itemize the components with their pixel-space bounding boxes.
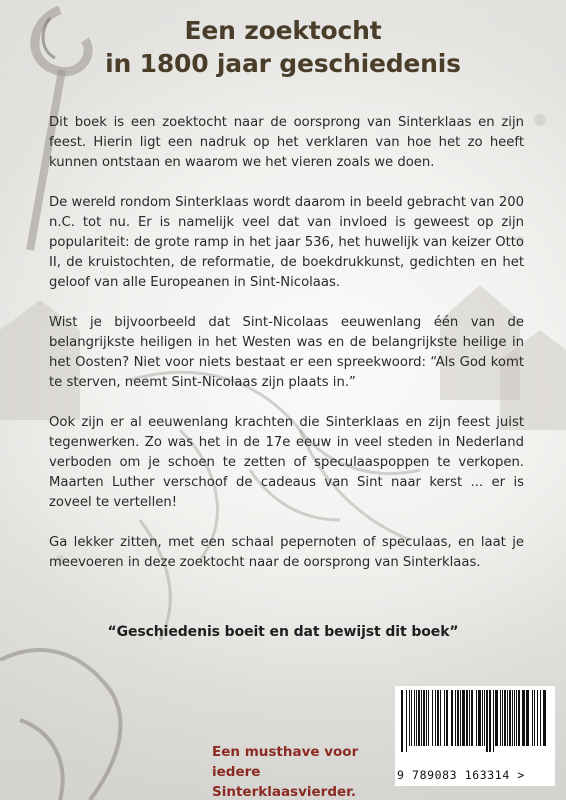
barcode-bar [502,690,503,746]
cover-title [0,14,566,80]
barcode-bar [534,690,535,746]
barcode-bar [522,690,525,746]
paragraph: Wist je bijvoorbeeld dat Sint-Nicolaas eeuwenlang één van de belangrijkste heiligen in het Westen was en de belangrijkste heilige in het Oosten? Niet voor niets bestaat er een spreekwoord: “Als God komt te sterven, neemt Sint-Nicolaas zijn plaats in.” [49,315,524,390]
barcode-bar [444,690,445,746]
blurb [49,113,524,593]
paragraph: Ook zijn er al eeuwenlang krachten die Sinterklaas en zijn feest juist tegenwerken. Zo was het in de 17e eeuw in veel steden in Nederland verboden om je schoen te zetten of speculaaspoppen te verkopen. Maarten Luther verschoof de cadeaus van Sint naar kerst ... er is zoveel te vertellen! [49,415,524,510]
tagline [212,742,392,800]
barcode-bar [532,690,533,746]
barcode-bar [486,690,488,752]
barcode-bar [482,690,483,746]
barcode-bar [418,690,420,746]
barcode-bar [540,690,541,746]
barcode-bar [414,690,415,746]
barcode-bar [495,690,498,746]
barcode-bar [507,690,508,746]
barcode-bar [432,690,433,746]
barcode-bar [484,690,485,746]
paragraph: Ga lekker zitten, met een schaal pepernoten of speculaas, en laat je meevoeren in deze zoektocht naar de oorsprong van Sinterklaas. [49,535,524,570]
barcode-bar [406,690,407,752]
paragraph: De wereld rondom Sinterklaas wordt daarom in beeld gebracht van 200 n.C. tot nu. Er is namelijk veel dat van invloed is geweest op zijn populariteit: de grote ramp in het jaar 536, het huwelijk van keizer Otto II, de kruistochten, de reformatie, de boekdrukkunst, gedichten en het geloof van alle Europeanen in Sint-Nicolaas. [49,195,524,290]
barcode-bar [426,690,427,746]
barcode-bar [462,690,465,746]
title-line-2: in 1800 jaar geschiedenis [105,49,461,78]
barcode-bar [416,690,417,746]
barcode-bar [469,690,470,746]
barcode-bar [493,690,494,752]
barcode-bar [421,690,422,746]
barcode-bar [476,690,477,746]
tagline-line-1: Een musthave voor [212,744,359,760]
barcode-bar [526,690,529,746]
barcode-bar [504,690,506,746]
barcode-bar [437,690,439,746]
barcode-bar [518,690,520,746]
barcode-bar [460,690,461,746]
barcode-bar [543,690,546,746]
barcode-bar [516,690,517,746]
tagline-line-2: iedere Sinterklaasvierder. [212,764,357,800]
barcode-bar [509,690,511,746]
horse-sketch [0,650,120,800]
barcode-bar [423,690,425,746]
barcode-bar [451,690,453,746]
barcode-bar [537,690,538,746]
barcode-bar [457,690,459,746]
paragraph: Dit boek is een zoektocht naar de oorsprong van Sinterklaas en zijn feest. Hierin ligt een nadruk op het verklaren van hoe het zo heeft kunnen ontstaan en waarom we het vieren zoals we doen. [49,115,524,170]
barcode-bar [478,690,481,746]
barcode-bar [446,690,448,746]
barcode-bar [489,690,491,752]
barcode-bar [466,690,468,746]
barcode-bar [401,690,403,752]
barcode-bar [471,690,473,746]
barcode-bar [514,690,515,746]
barcode-bar [440,690,441,746]
barcode-bar [512,690,513,746]
isbn-number: 9 789083 163314 > [397,768,525,782]
title-line-1: Een zoektocht [184,16,382,45]
barcode-bar [455,690,456,746]
review-quote: “Geschiedenis boeit en dat bewijst dit boek” [107,624,459,640]
barcode-bar [500,690,501,746]
barcode-bar [411,690,412,746]
barcode-bar [435,690,436,746]
barcode-bars [399,690,551,752]
barcode-bar [409,690,410,746]
barcode-bar [428,690,429,746]
